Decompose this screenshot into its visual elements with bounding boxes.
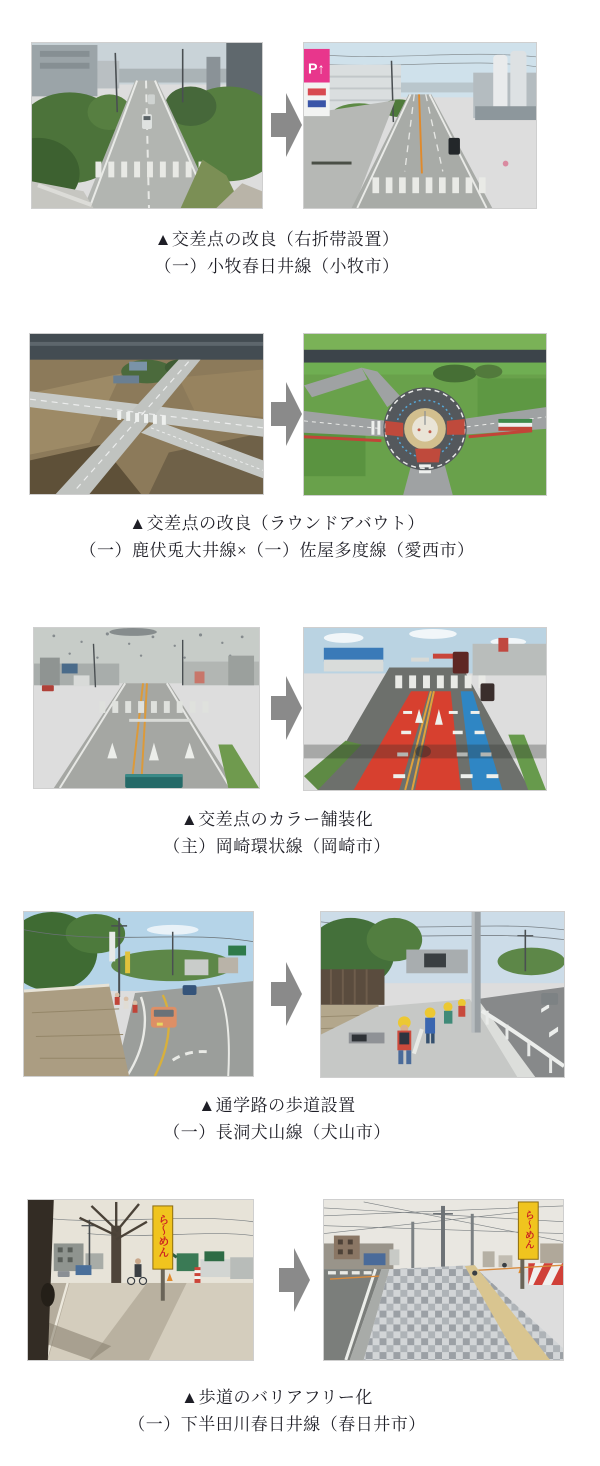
row1-caption-route: （一）小牧春日井線（小牧市） xyxy=(154,257,400,276)
row2-after-photo xyxy=(303,333,547,496)
row3-caption xyxy=(0,806,554,860)
before-after-arrow-icon xyxy=(279,1248,310,1312)
row2-caption-route: （一）鹿伏兎大井線×（一）佐屋多度線（愛西市） xyxy=(79,541,475,560)
row4-before-photo xyxy=(23,911,254,1077)
row1-caption xyxy=(0,226,554,280)
row1-caption-title: ▲交差点の改良（右折帯設置） xyxy=(154,230,400,249)
row5-caption-title: ▲歩道のバリアフリー化 xyxy=(181,1388,373,1407)
row3-after-photo xyxy=(303,627,547,791)
row1-before-photo xyxy=(31,42,263,209)
row5-after-photo xyxy=(323,1199,564,1361)
improvement-row-3 xyxy=(0,627,600,895)
row4-caption xyxy=(0,1092,554,1146)
row5-caption-route: （一）下半田川春日井線（春日井市） xyxy=(128,1415,426,1434)
parking-sign-text: P↑ xyxy=(308,61,325,78)
improvement-row-2 xyxy=(0,333,600,598)
before-after-arrow-icon xyxy=(271,676,302,740)
row3-before-photo xyxy=(33,627,260,789)
improvement-row-5 xyxy=(0,1199,600,1466)
row5-caption xyxy=(0,1384,554,1438)
before-after-arrow-icon xyxy=(271,93,302,157)
row3-caption-title: ▲交差点のカラー舗装化 xyxy=(180,810,374,829)
row2-caption-title: ▲交差点の改良（ラウンドアバウト） xyxy=(129,514,425,533)
before-after-arrow-icon xyxy=(271,962,302,1026)
row5-before-photo xyxy=(27,1199,254,1361)
row4-caption-route: （一）長洞犬山線（犬山市） xyxy=(163,1123,391,1142)
row2-before-photo xyxy=(29,333,264,495)
row3-caption-route: （主）岡崎環状線（岡崎市） xyxy=(163,837,391,856)
before-after-arrow-icon xyxy=(271,382,302,446)
ramen-sign-text: ら〜めん xyxy=(522,1209,534,1250)
row2-caption xyxy=(0,510,554,564)
improvement-row-1 xyxy=(0,42,600,312)
row4-caption-title: ▲通学路の歩道設置 xyxy=(198,1096,356,1115)
row4-after-photo xyxy=(320,911,565,1078)
row1-after-photo xyxy=(303,42,537,209)
improvement-row-4 xyxy=(0,911,600,1183)
ramen-sign-text: ら〜めん xyxy=(156,1213,169,1258)
